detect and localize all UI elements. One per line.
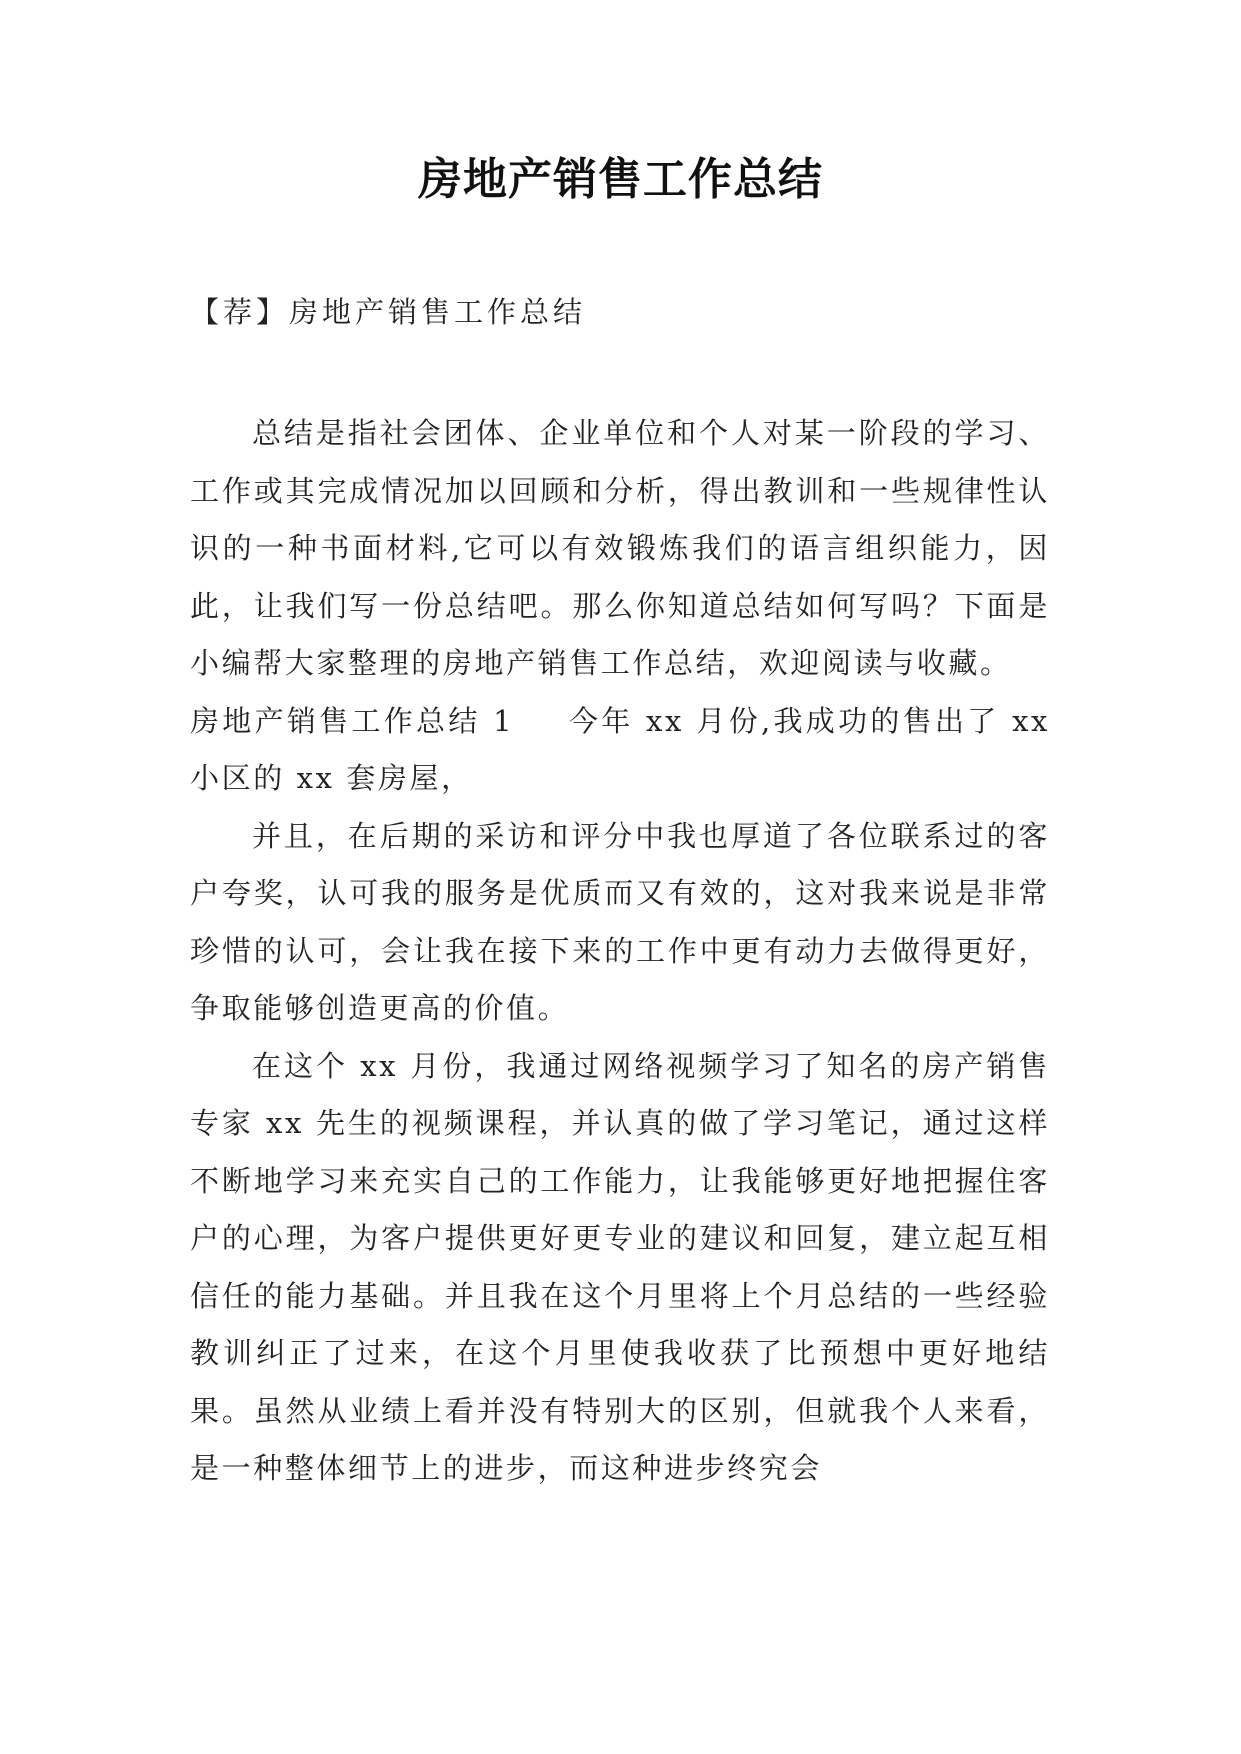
- section-heading: 房地产销售工作总结 1: [190, 703, 515, 738]
- body-paragraph-1: 并且，在后期的采访和评分中我也厚道了各位联系过的客户夸奖，认可我的服务是优质而又有效的，这对我来说是非常珍惜的认可，会让我在接下来的工作中更有动力去做得更好，争取能够创造更高的价值。: [190, 818, 1050, 1025]
- document-title: 房地产销售工作总结: [418, 154, 823, 205]
- document-body: [190, 405, 1050, 1498]
- section-paragraph: [190, 693, 1050, 808]
- document-subtitle: 【荐】房地产销售工作总结: [190, 295, 587, 329]
- body-paragraph-2: 在这个 xx 月份，我通过网络视频学习了知名的房产销售专家 xx 先生的视频课程，并认真的做了学习笔记，通过这样不断地学习来充实自己的工作能力，让我能够更好地把握住客户的心理，为客户提供更好更专业的建议和回复，建立起互相信任的能力基础。并且我在这个月里将上个月总结的一些经验教训纠正了过来，在这个月里使我收获了比预想中更好地结果。虽然从业绩上看并没有特别大的区别，但就我个人来看，是一种整体细节上的进步，而这种进步终究会: [190, 1048, 1050, 1485]
- section-lead: 今年 xx 月份,我成功的售出了 xx 小区的 xx 套房屋，: [190, 703, 1050, 795]
- intro-paragraph: 总结是指社会团体、企业单位和个人对某一阶段的学习、工作或其完成情况加以回顾和分析，得出教训和一些规律性认识的一种书面材料,它可以有效锻炼我们的语言组织能力，因此，让我们写一份总结吧。那么你知道总结如何写吗？下面是小编帮大家整理的房地产销售工作总结，欢迎阅读与收藏。: [190, 416, 1050, 680]
